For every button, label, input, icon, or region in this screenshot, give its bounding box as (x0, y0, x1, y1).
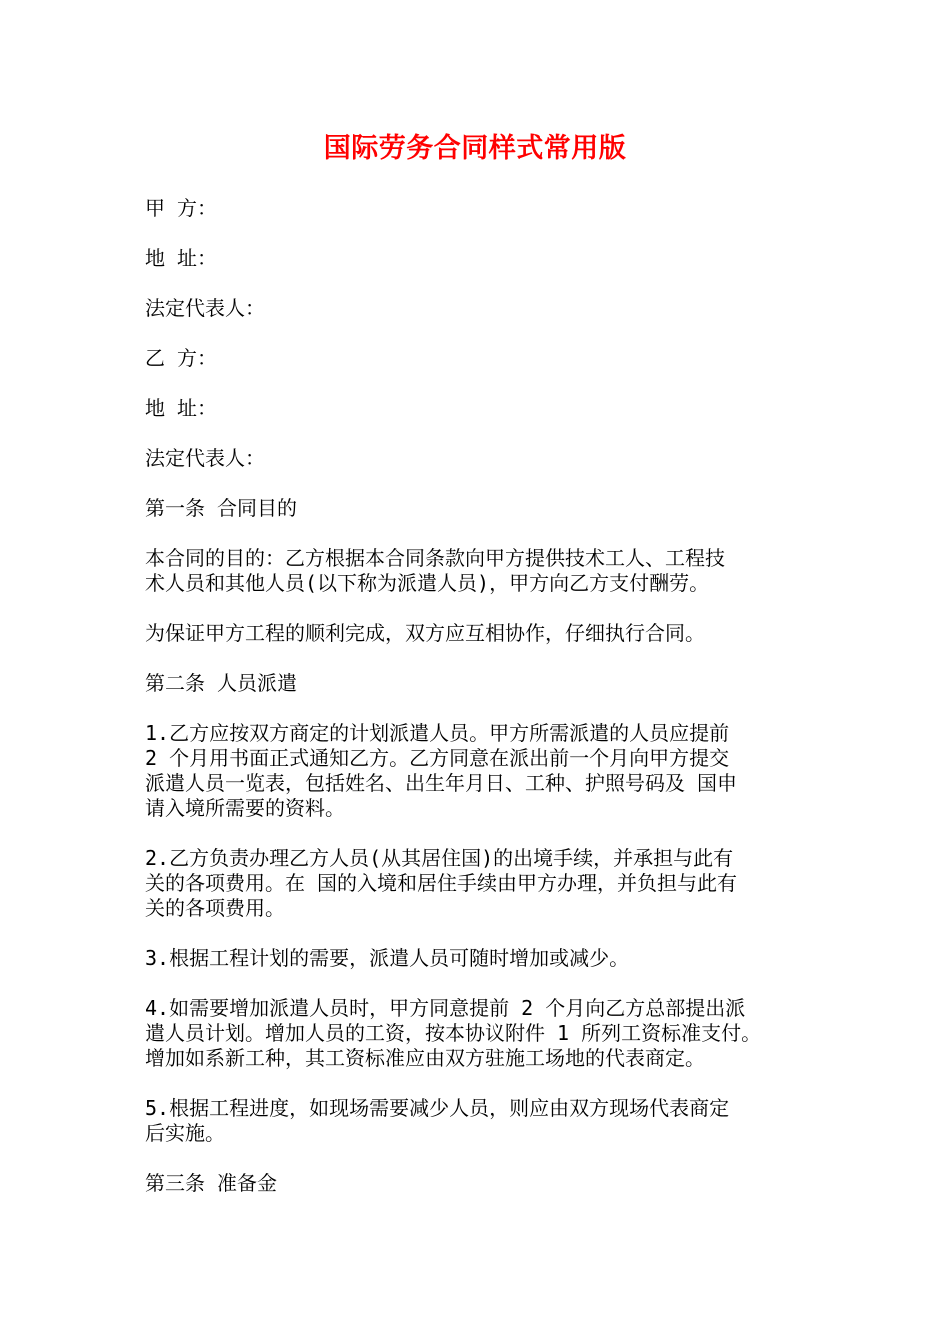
paragraph (145, 846, 810, 921)
paragraph (145, 946, 810, 971)
paragraph-line: 地 址： (145, 396, 218, 420)
paragraph-line: 派遣人员一览表，包括姓名、出生年月日、工种、护照号码及 国申 (145, 771, 738, 795)
paragraph (145, 296, 810, 321)
document-title: 国际劳务合同样式常用版 (323, 133, 627, 164)
paragraph-line: 3.根据工程计划的需要，派遣人员可随时增加或减少。 (145, 946, 630, 970)
paragraph (145, 996, 810, 1071)
paragraph (145, 671, 810, 696)
paragraph-line: 乙 方： (145, 346, 218, 370)
paragraph-line: 4.如需要增加派遣人员时，甲方同意提前 2 个月向乙方总部提出派 (145, 996, 746, 1020)
paragraph (145, 496, 810, 521)
paragraph (145, 621, 810, 646)
paragraph-line: 术人员和其他人员(以下称为派遣人员)，甲方向乙方支付酬劳。 (145, 571, 710, 595)
paragraph-line: 后实施。 (145, 1121, 225, 1145)
paragraph (145, 196, 810, 221)
paragraph-line: 遣人员计划。增加人员的工资，按本协议附件 1 所列工资标准支付。 (145, 1021, 762, 1045)
paragraph-line: 甲 方： (145, 196, 218, 220)
paragraph-line: 1.乙方应按双方商定的计划派遣人员。甲方所需派遣的人员应提前 (145, 721, 730, 745)
paragraph (145, 546, 810, 596)
paragraph-line: 2 个月用书面正式通知乙方。乙方同意在派出前一个月向甲方提交 (145, 746, 730, 770)
paragraph-line: 5.根据工程进度，如现场需要减少人员，则应由双方现场代表商定 (145, 1096, 730, 1120)
paragraph-line: 为保证甲方工程的顺利完成，双方应互相协作，仔细执行合同。 (145, 621, 705, 645)
paragraph-line: 法定代表人： (145, 296, 265, 320)
paragraph (145, 1171, 810, 1196)
paragraph-line: 第二条 人员派遣 (145, 671, 298, 695)
paragraph (145, 346, 810, 371)
paragraph (145, 396, 810, 421)
paragraph-line: 本合同的目的：乙方根据本合同条款向甲方提供技术工人、工程技 (145, 546, 725, 570)
paragraph-line: 关的各项费用。 (145, 896, 285, 920)
paragraph (145, 721, 810, 821)
paragraph-line: 2.乙方负责办理乙方人员(从其居住国)的出境手续，并承担与此有 (145, 846, 734, 870)
document-body (145, 196, 810, 1221)
paragraph (145, 1096, 810, 1146)
paragraph-line: 第三条 准备金 (145, 1171, 278, 1195)
paragraph-line: 第一条 合同目的 (145, 496, 298, 520)
paragraph-line: 关的各项费用。在 国的入境和居住手续由甲方办理，并负担与此有 (145, 871, 738, 895)
paragraph-line: 法定代表人： (145, 446, 265, 470)
paragraph (145, 446, 810, 471)
paragraph-line: 增加如系新工种，其工资标准应由双方驻施工场地的代表商定。 (145, 1046, 705, 1070)
paragraph-line: 地 址： (145, 246, 218, 270)
paragraph (145, 246, 810, 271)
paragraph-line: 请入境所需要的资料。 (145, 796, 345, 820)
